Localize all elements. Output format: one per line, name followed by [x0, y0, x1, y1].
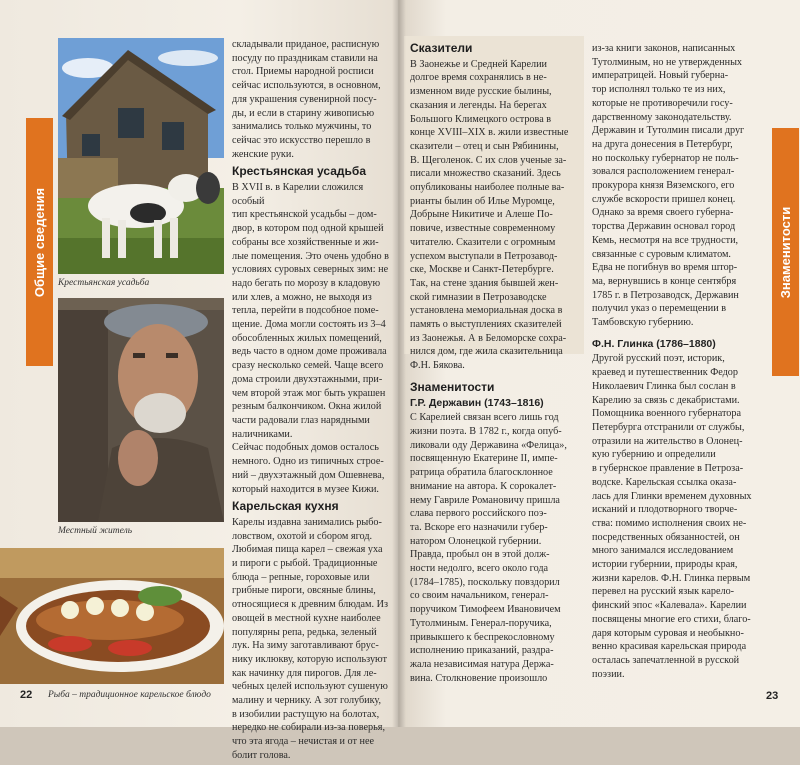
heading-storytellers: Сказители	[410, 41, 473, 55]
derzhavin-title: Г.Р. Державин (1743–1816)	[410, 396, 544, 409]
storytellers-text: В Заонежье и Средней Карелии долгое время сохранялись в не- изменном виде русские былины, сказания и легенды. На берегах Большого Климецкого острова в конце XVIII–XIX в. жили известные сказители – отец и сын Рябинины, В. Щеголенок. С их слов ученые за- писали множество сказаний. Здесь опубликованы наиболее полные ва- рианты былин об Илье Муромце, Добрыне Никитиче и Алеше По- повиче, известные современному читателю. Сказители с огромным успехом выступали в Петрозавод- ске, Москве и Санкт-Петербурге. Так, на стене здания бывшей жен- ской гимназии в Петрозаводске установлена мемориальная доска в память о выступлениях сказителей из Заонежья. А в Беломорске сохра- нился дом, где жила сказительница Ф.Н. Бякова.	[410, 58, 569, 372]
intro-paragraph: складывали приданое, расписную посуду по праздникам ставили на стол. Приемы народной росписи сейчас используются, в основном, для украшения сувенирной посу- ды, и если в старину живописью занимались только мужчины, то сейчас это искусство перешло в женские руки.	[232, 39, 381, 160]
caption-estate: Крестьянская усадьба	[58, 278, 150, 288]
right-column-2	[592, 42, 768, 683]
page-number-left: 22	[20, 689, 33, 701]
section-tab-general: Общие сведения	[26, 118, 53, 366]
karelian-cuisine-text: Карелы издавна занимались рыбо- ловством, охотой и сбором ягод. Любимая пища карел – свежая уха и пироги с рыбой. Традиционные блюда – репные, гороховые или грибные пироги, овсяные блины, относящиеся к древним блюдам. Из овощей в местной кухне наиболее популярны репа, редька, зеленый лук. На зиму заготавливают брус- нику иклюкву, которую используют как начинку для пирогов. Для ле- чебных целей используют сушеную малину и чернику. А зот голубику, в изобилии растущую на болотах, нередко не собирали из-за поверья, что эта ягода – нечистая и от нее болит голова.	[232, 516, 388, 761]
peasant-estate-text: В XVII в. в Карелии сложился особый тип крестьянской усадьбы – дом- двор, в котором под одной крышей собраны все хозяйственные и жи- лые помещения. Это очень удобно в условиях суровых северных зим: не надо бегать по морозу в кладовую или хлев, а можно, не выходя из тепла, перейти в подсобное поме- щение. Дома могли состоять из 3–4 обособленных жилых помещений, ведь часто в одном доме проживала сразу несколько семей. Чаще всего дома строили двухэтажными, при- чем второй этаж мог быть украшен резным балкончиком. Окна жилой части радовали глаз нарядными наличниками. Сейчас подобных домов осталось немного. Одно из типичных строе- ний – двухэтажный дом Ошевнева, который находится в музее Кижи.	[232, 182, 389, 495]
page-number-right: 23	[766, 690, 779, 702]
heading-famous-people: Знаменитости	[410, 379, 495, 394]
caption-fish: Рыба – традиционное карельское блюдо	[48, 690, 211, 700]
estate-photo	[58, 38, 224, 274]
heading-karelian-cuisine: Карельская кухня	[232, 499, 339, 514]
derzhavin-continued: из-за книги законов, написанных Тутолминым, но не утвержденных императрицей. Новый губерна- тор исполнял только те из них, которые не противоречили госу- дарственному законодательству. Державин и Тутолмин писали друг на друга донесения в Петербург, но поскольку губернатор не поль- зовался расположением генерал- прокурора князя Вяземского, его службе вскорости пришел конец. Однако за время своего губерна- торства Державин основал город Кемь, несмотря на все трудности, связанные с суровым климатом. Едва не погибнув во время штор- ма, вернувшись в конце сентября 1785 г. в Петрозаводск, Державин получил указ о перемещении в Тамбовскую губернию.	[592, 43, 745, 329]
glinka-text: Другой русский поэт, историк, краевед и путешественник Федор Николаевич Глинка был сослан в Карелию за связь с декабристами. Помощника военного губернатора Петербурга отстранили от службы, отразили на жительство в Олонец- кую губернию и определили в губернское правление в Петроза- водске. Карельская ссылка оказа- лась для Глинки временем духовных исканий и плодотворного творче- ства: помимо исполнения своих не- посредственных обязанностей, он много занимался исследованием истории губернии, природы края, жизни карелов. Ф.Н. Глинка первым перевел на русский язык карело- финский эпос «Калевала». Карелии посвящены многие его стихи, благо- даря которым суровая и необыкно- венно красивая карельская природа осталась запечатленной в русской поэзии.	[592, 353, 752, 680]
derzhavin-text: С Карелией связан всего лишь год жизни поэта. В 1782 г., когда опуб- ликовали оду Державина «Фелица», посвященную Екатерине II, импе- ратрица обратила благосклонное внимание на автора. К сорокалет- нему Гавриле Романовичу пришла слава первого российского поэ- та. Вскоре его назначили губер- натором Олонецкой губернии. Правда, пробыл он в этой долж- ности недолго, всего около года (1784–1785), поскольку повздорил со своим начальником, генерал- поручиком Тимофеем Ивановичем Тутолминым. Генерал-поручика, привыкшего к беспрекословному исполнению приказаний, раздра- жала независимая натура Держа- вина. Столкновение произошло	[410, 412, 567, 684]
caption-resident: Местный житель	[58, 526, 133, 536]
fish-photo	[0, 548, 224, 684]
right-column-1	[410, 42, 582, 687]
glinka-title: Ф.Н. Глинка (1786–1880)	[592, 337, 716, 350]
resident-photo	[58, 298, 224, 522]
left-text-column	[232, 38, 394, 765]
heading-peasant-estate: Крестьянская усадьба	[232, 164, 366, 179]
section-tab-famous: Знаменитости	[772, 128, 799, 376]
left-page	[0, 0, 398, 761]
